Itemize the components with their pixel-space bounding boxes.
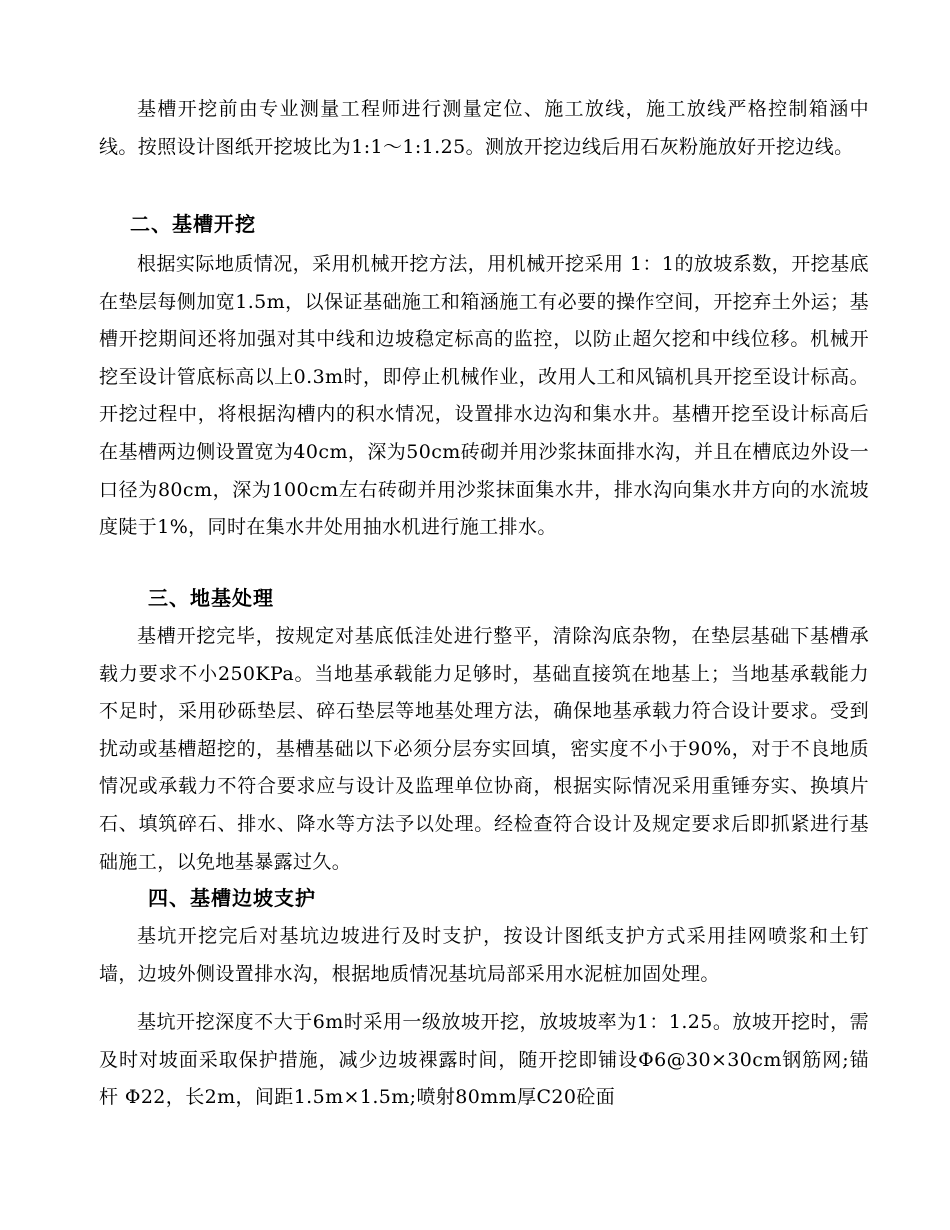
heading-slope-support: 四、基槽边坡支护 [148, 886, 316, 910]
heading-foundation-treatment: 三、地基处理 [148, 586, 274, 610]
paragraph-foundation-treatment: 基槽开挖完毕，按规定对基底低洼处进行整平，清除沟底杂物，在垫层基础下基槽承载力要求不小250KPa。当地基承载能力足够时，基础直接筑在地基上；当地基承载能力不足时，采用砂砾垫层、碎石垫层等地基处理方法，确保地基承载力符合设计要求。受到扰动或基槽超挖的，基槽基础以下必须分层夯实回填，密实度不小于90%，对于不良地质情况或承载力不符合要求应与设计及监理单位协商，根据实际情况采用重锤夯实、换填片石、填筑碎石、排水、降水等方法予以处理。经检查符合设计及规定要求后即抓紧进行基础施工，以免地基暴露过久。 [99, 625, 869, 873]
paragraph-slope-grading: 基坑开挖深度不大于6m时采用一级放坡开挖，放坡坡率为1：1.25。放坡开挖时，需及时对坡面采取保护措施，减少边坡裸露时间，随开挖即铺设Φ6@30×30cm钢筋网;锚杆 Φ22，长2m，间距1.5m×1.5m;喷射80mm厚C20砼面 [99, 1011, 869, 1109]
paragraph-slope-support: 基坑开挖完后对基坑边坡进行及时支护，按设计图纸支护方式采用挂网喷浆和土钉墙，边坡外侧设置排水沟，根据地质情况基坑局部采用水泥桩加固处理。 [99, 925, 869, 985]
heading-trench-excavation: 二、基槽开挖 [130, 212, 256, 236]
paragraph-trench-excavation: 根据实际地质情况，采用机械开挖方法，用机械开挖采用 1：1的放坡系数，开挖基底在垫层每侧加宽1.5m，以保证基础施工和箱涵施工有必要的操作空间，开挖弃土外运；基槽开挖期间还将加强对其中线和边坡稳定标高的监控，以防止超欠挖和中线位移。机械开挖至设计管底标高以上0.3m时，即停止机械作业，改用人工和风镐机具开挖至设计标高。开挖过程中，将根据沟槽内的积水情况，设置排水边沟和集水井。基槽开挖至设计标高后在基槽两边侧设置宽为40cm，深为50cm砖砌并用沙浆抹面排水沟，并且在槽底边外设一口径为80cm，深为100cm左右砖砌并用沙浆抹面集水井，排水沟向集水井方向的水流坡度陡于1%，同时在集水井处用抽水机进行施工排水。 [99, 253, 869, 539]
paragraph-survey: 基槽开挖前由专业测量工程师进行测量定位、施工放线，施工放线严格控制箱涵中线。按照设计图纸开挖坡比为1:1～1:1.25。测放开挖边线后用石灰粉施放好开挖边线。 [99, 98, 869, 158]
